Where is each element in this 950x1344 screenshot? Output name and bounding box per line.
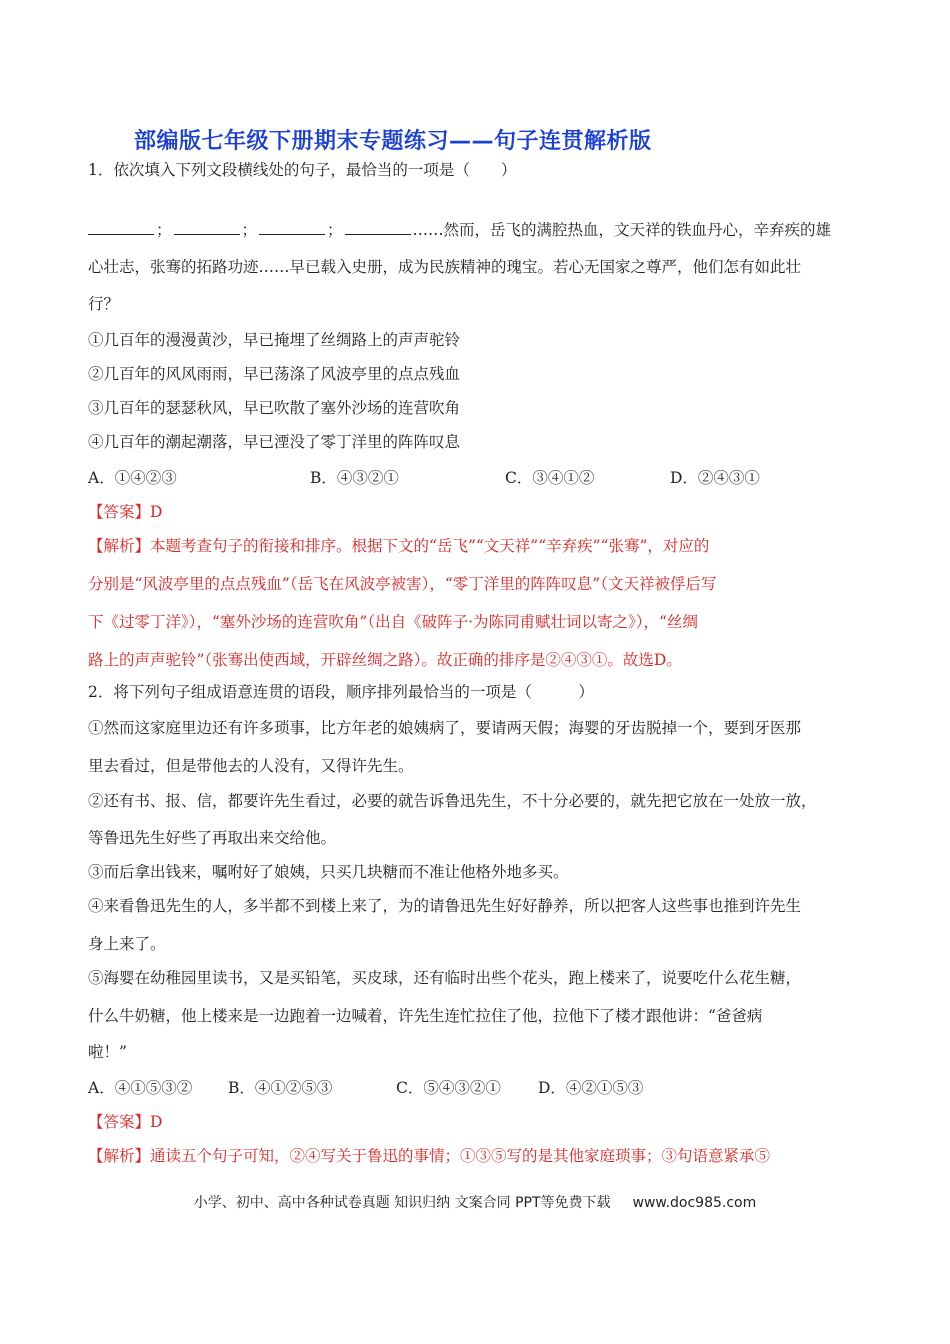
q1-answer: 【答案】D [88, 503, 163, 521]
analysis-text: 本题考查句子的衔接和排序。根据下文的“岳飞”“文天祥”“辛弃疾”“张骞”，对应的 [150, 537, 710, 555]
q2-line-7: 身上来了。 [88, 935, 166, 953]
q2-analysis-line-1 [88, 1146, 770, 1166]
q1-option-a: A．①④②③ [88, 469, 177, 487]
q2-line-3: ②还有书、报、信，都要许先生看过，必要的就告诉鲁迅先生，不十分必要的，就先把它放在一处放一放， [88, 792, 817, 810]
q2-line-5: ③而后拿出钱来，嘱咐好了娘姨，只买几块糖而不准让他格外地多买。 [88, 863, 569, 881]
separator: ； [327, 221, 343, 239]
q1-option-d: D．②④③① [670, 469, 760, 487]
q2-line-4: 等鲁迅先生好些了再取出来交给他。 [88, 829, 337, 847]
q1-passage-line-3: 行？ [88, 295, 120, 313]
q1-option-b: B．④③②① [310, 469, 399, 487]
q2-option-a: A．④①⑤③② [88, 1079, 193, 1097]
blank-3 [259, 220, 325, 235]
q1-stem: 1．依次填入下列文段横线处的句子，最恰当的一项是（ ） [88, 161, 517, 179]
q2-line-10: 啦！” [88, 1043, 127, 1061]
q1-item-2: ②几百年的风风雨雨，早已荡涤了风波亭里的点点残血 [88, 365, 461, 383]
page-title: 部编版七年级下册期末专题练习——句子连贯解析版 [134, 129, 652, 154]
q1-analysis-line-4: 路上的声声驼铃”（张骞出使西域，开辟丝绸之路）。故正确的排序是②④③①。故选D。 [88, 651, 682, 669]
blank-1 [88, 220, 154, 235]
blank-4 [345, 220, 411, 235]
footer-link[interactable]: www.doc985.com [632, 1195, 757, 1211]
q2-line-2: 里去看过，但是带他去的人没有，又得许先生。 [88, 757, 414, 775]
q1-analysis-line-2: 分别是“风波亭里的点点残血”（岳飞在风波亭被害），“零丁洋里的阵阵叹息”（文天祥被俘后写 [88, 575, 717, 593]
q1-item-3: ③几百年的瑟瑟秋风，早已吹散了塞外沙场的连营吹角 [88, 399, 461, 417]
analysis-label: 【解析】 [88, 1147, 151, 1165]
blank-2 [174, 220, 240, 235]
separator: ； [241, 221, 258, 239]
q2-line-8: ⑤海婴在幼稚园里读书，又是买铅笔，买皮球，还有临时出些个花头，跑上楼来了，说要吃什么花生糖， [88, 969, 802, 987]
q1-passage-line-2: 心壮志，张骞的拓路功迹……早已载入史册，成为民族精神的瑰宝。若心无国家之尊严，他们怎有如此壮 [88, 258, 802, 276]
q1-option-c: C．③④①② [505, 469, 595, 487]
q2-option-d: D．④②①⑤③ [538, 1079, 644, 1097]
q2-stem: 2．将下列句子组成语意连贯的语段，顺序排列最恰当的一项是（ ） [88, 683, 594, 701]
separator: ； [156, 221, 172, 239]
q2-line-9: 什么牛奶糖，他上楼来是一边跑着一边喊着，许先生连忙拉住了他，拉他下了楼才跟他讲：“爸爸病 [88, 1007, 763, 1025]
q1-item-4: ④几百年的潮起潮落，早已湮没了零丁洋里的阵阵叹息 [88, 433, 461, 451]
footer-text: 小学、初中、高中各种试卷真题 知识归纳 文案合同 PPT等免费下载 [193, 1195, 611, 1211]
q2-option-b: B．④①②⑤③ [228, 1079, 333, 1097]
analysis-label: 【解析】 [88, 537, 151, 555]
q1-analysis-line-3: 下《过零丁洋》），“塞外沙场的连营吹角”（出自《破阵子·为陈同甫赋壮词以寄之》），“丝绸 [88, 613, 698, 631]
q1-item-1: ①几百年的漫漫黄沙，早已掩埋了丝绸路上的声声驼铃 [88, 331, 461, 349]
q2-option-c: C．⑤④③②① [396, 1079, 501, 1097]
q1-analysis-line-1 [88, 536, 709, 556]
q2-line-1: ①然而这家庭里边还有许多琐事，比方年老的娘姨病了，要请两天假；海婴的牙齿脱掉一个，要到牙医那 [88, 719, 802, 737]
q2-line-6: ④来看鲁迅先生的人，多半都不到楼上来了，为的请鲁迅先生好好静养，所以把客人这些事也推到许先生 [88, 897, 802, 915]
q2-answer: 【答案】D [88, 1113, 163, 1131]
q1-passage-text: ……然而，岳飞的满腔热血，文天祥的铁血丹心，辛弃疾的雄 [412, 221, 832, 239]
page-footer [0, 1192, 950, 1212]
analysis-text: 通读五个句子可知，②④写关于鲁迅的事情；①③⑤写的是其他家庭琐事；③句语意紧承⑤ [150, 1147, 771, 1165]
q1-passage-line-1 [88, 220, 831, 240]
